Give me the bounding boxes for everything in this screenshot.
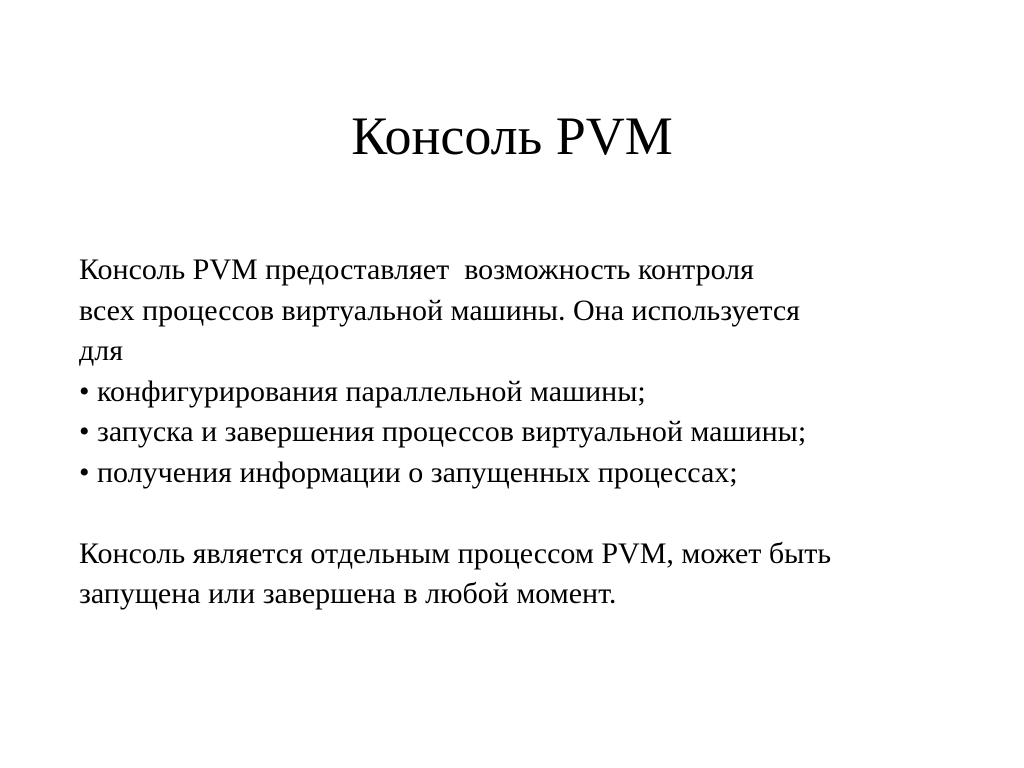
closing-line-2: запущена или завершена в любой момент.	[79, 577, 617, 610]
slide-title: Консоль PVM	[351, 106, 673, 166]
intro-line-1: Консоль PVM предоставляет возможность контроля	[79, 253, 754, 286]
slide-body	[79, 250, 979, 615]
bullet-item: • получения информации о запущенных процессах;	[79, 455, 738, 489]
intro-line-3: для	[79, 334, 124, 367]
intro-line-2: всех процессов виртуальной машины. Она используется	[79, 293, 800, 327]
closing-line-1: Консоль является отдельным процессом PVM, может быть	[79, 536, 832, 570]
bullet-item: • конфигурирования параллельной машины;	[79, 374, 646, 408]
bullet-item: • запуска и завершения процессов виртуальной машины;	[79, 415, 807, 448]
paragraph-spacer	[79, 493, 979, 534]
